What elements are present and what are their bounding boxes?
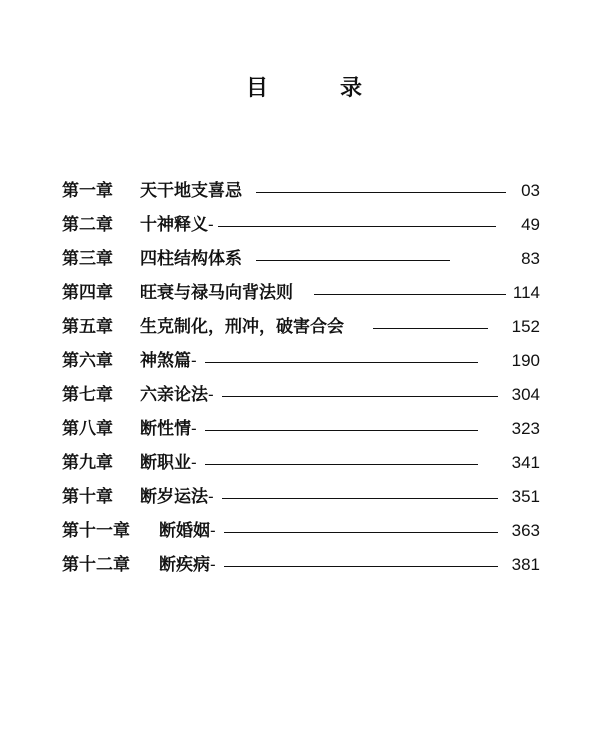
chapter-title: 四柱结构体系	[140, 249, 242, 269]
chapter-title	[140, 379, 214, 411]
toc-entry-5[interactable]	[0, 311, 598, 345]
chapter-title-text: 神煞篇	[140, 351, 191, 371]
chapter-title	[140, 447, 197, 479]
chapter-title-text: 断疾病	[159, 555, 210, 575]
chapter-number: 第五章	[62, 317, 113, 337]
page-number: 49	[521, 215, 540, 234]
chapter-title: 旺衰与禄马向背法则	[140, 283, 293, 303]
chapter-number: 第七章	[62, 385, 113, 405]
chapter-title-text: 十神释义	[140, 215, 208, 235]
page-number: 351	[511, 487, 540, 506]
chapter-number: 第四章	[62, 283, 113, 303]
page-number: 114	[512, 283, 540, 302]
page-number: 363	[511, 521, 540, 540]
leader-line	[218, 226, 496, 227]
chapter-title: 生克制化，刑冲，破害合会	[140, 317, 344, 337]
chapter-title-text: 断性情	[140, 419, 191, 439]
title-dash: -	[208, 215, 214, 234]
toc-entry-3[interactable]	[0, 243, 598, 277]
chapter-number: 第十一章	[62, 521, 130, 541]
leader-line	[205, 362, 478, 363]
leader-line	[256, 260, 450, 261]
page-number: 190	[511, 351, 540, 370]
chapter-title	[159, 549, 216, 581]
toc-entry-8[interactable]	[0, 413, 598, 447]
chapter-title	[159, 515, 216, 547]
leader-line	[224, 532, 498, 533]
toc-entry-4[interactable]	[0, 277, 598, 311]
title-char-1: 目	[246, 76, 269, 101]
chapter-title-text: 断职业	[140, 453, 191, 473]
leader-line	[314, 294, 506, 295]
page-number: 341	[511, 453, 540, 472]
chapter-number: 第三章	[62, 249, 113, 269]
toc-entry-7[interactable]	[0, 379, 598, 413]
toc-entry-6[interactable]	[0, 345, 598, 379]
page-number: 03	[521, 181, 540, 200]
toc-entry-10[interactable]	[0, 481, 598, 515]
chapter-title-text: 断婚姻	[159, 521, 210, 541]
title-char-2: 录	[340, 76, 363, 101]
toc-entry-11[interactable]	[0, 515, 598, 549]
title-dash: -	[210, 555, 216, 574]
page-number: 381	[511, 555, 540, 574]
chapter-number: 第二章	[62, 215, 113, 235]
title-dash: -	[208, 385, 214, 404]
leader-line	[256, 192, 506, 193]
title-dash: -	[191, 351, 197, 370]
page-title	[0, 74, 598, 106]
toc-entry-12[interactable]	[0, 549, 598, 583]
leader-line	[205, 430, 478, 431]
chapter-number: 第十二章	[62, 555, 130, 575]
toc-entry-9[interactable]	[0, 447, 598, 481]
page-number: 323	[511, 419, 540, 438]
chapter-number: 第八章	[62, 419, 113, 439]
title-dash: -	[191, 419, 197, 438]
leader-line	[222, 498, 498, 499]
title-dash: -	[210, 521, 216, 540]
chapter-number: 第九章	[62, 453, 113, 473]
chapter-title	[140, 209, 214, 241]
chapter-number: 第六章	[62, 351, 113, 371]
chapter-number: 第一章	[62, 181, 113, 201]
leader-line	[205, 464, 478, 465]
page-number: 83	[521, 249, 540, 268]
page-number: 152	[511, 317, 540, 336]
chapter-title	[140, 413, 197, 445]
chapter-title-text: 断岁运法	[140, 487, 208, 507]
leader-line	[373, 328, 488, 329]
chapter-title-text: 六亲论法	[140, 385, 208, 405]
title-dash: -	[191, 453, 197, 472]
leader-line	[224, 566, 498, 567]
title-dash: -	[208, 487, 214, 506]
chapter-title	[140, 481, 214, 513]
page-number: 304	[511, 385, 540, 404]
chapter-title	[140, 345, 197, 377]
leader-line	[222, 396, 498, 397]
chapter-number: 第十章	[62, 487, 113, 507]
toc-entry-2[interactable]	[0, 209, 598, 243]
chapter-title: 天干地支喜忌	[140, 181, 242, 201]
toc-entry-1[interactable]	[0, 175, 598, 209]
